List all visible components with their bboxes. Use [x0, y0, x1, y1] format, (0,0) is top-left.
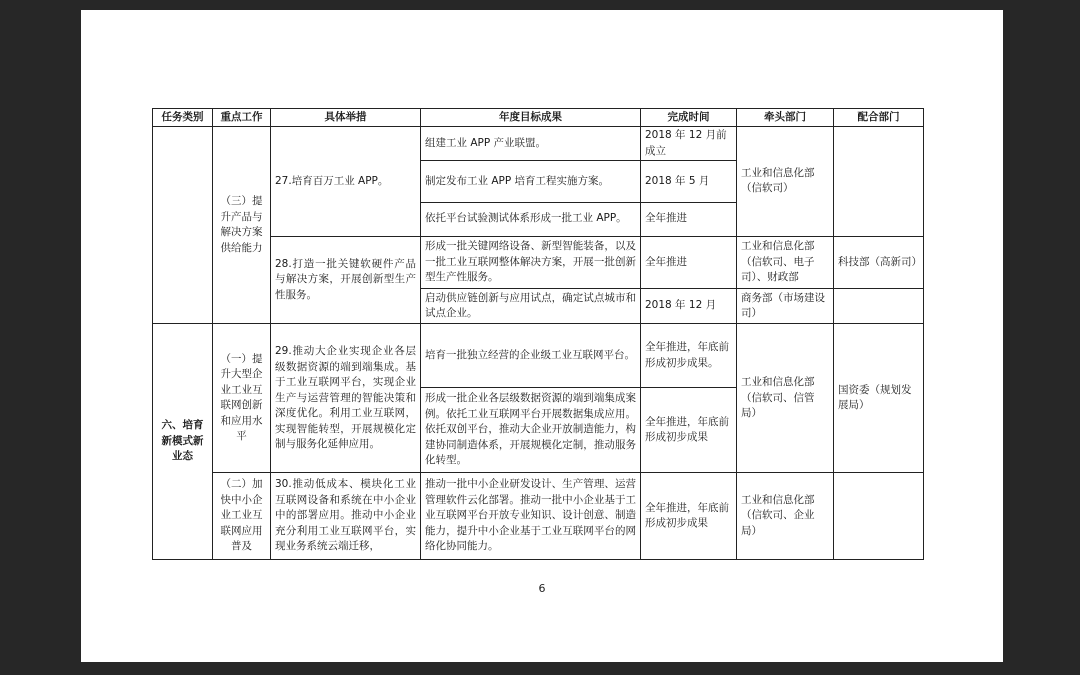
task-category-cell: 六、培育新模式新业态: [153, 324, 213, 560]
cooperating-department-cell: [834, 127, 924, 237]
time-cell: 全年推进，年底前形成初步成果: [641, 473, 737, 560]
lead-department-cell: 工业和信息化部（信软司、电子司）、财政部: [737, 236, 834, 288]
header-cooperating-department: 配合部门: [834, 109, 924, 127]
goal-cell: 形成一批关键网络设备、新型智能装备，以及一批工业互联网整体解决方案，开展一批创新型生产性服务。: [421, 236, 641, 288]
goal-cell: 培育一批独立经营的企业级工业互联网平台。: [421, 324, 641, 387]
lead-department-cell: 工业和信息化部（信软司、企业局）: [737, 473, 834, 560]
key-work-cell: （二）加快中小企业工业互联网应用普及: [213, 473, 271, 560]
task-category-cell: [153, 127, 213, 324]
time-cell: 2018 年 12 月: [641, 289, 737, 324]
task-table: [152, 108, 924, 560]
goal-cell: 组建工业 APP 产业联盟。: [421, 127, 641, 161]
table-header-row: [153, 109, 924, 127]
document-page: [81, 10, 1003, 662]
lead-department-cell: 商务部（市场建设司）: [737, 289, 834, 324]
cooperating-department-cell: [834, 289, 924, 324]
goal-cell: 依托平台试验测试体系形成一批工业 APP。: [421, 202, 641, 236]
cooperating-department-cell: 国资委（规划发展局）: [834, 324, 924, 473]
header-task-category: 任务类别: [153, 109, 213, 127]
header-key-work: 重点工作: [213, 109, 271, 127]
lead-department-cell: 工业和信息化部（信软司）: [737, 127, 834, 237]
header-measures: 具体举措: [271, 109, 421, 127]
header-annual-goals: 年度目标成果: [421, 109, 641, 127]
goal-cell: 制定发布工业 APP 培育工程实施方案。: [421, 161, 641, 202]
time-cell: 全年推进: [641, 202, 737, 236]
header-lead-department: 牵头部门: [737, 109, 834, 127]
key-work-cell: （三）提升产品与解决方案供给能力: [213, 127, 271, 324]
measure-cell: 30.推动低成本、模块化工业互联网设备和系统在中小企业中的部署应用。推动中小企业充分利用工业互联网平台，实现业务系统云端迁移，: [271, 473, 421, 560]
goal-cell: 推动一批中小企业研发设计、生产管理、运营管理软件云化部署。推动一批中小企业基于工业互联网平台开放专业知识、设计创意、制造能力，提升中小企业基于工业互联网平台的网络化协同能力。: [421, 473, 641, 560]
time-cell: 全年推进，年底前形成初步成果: [641, 387, 737, 473]
cooperating-department-cell: [834, 473, 924, 560]
lead-department-cell: 工业和信息化部（信软司、信管局）: [737, 324, 834, 473]
table-row: [153, 127, 924, 161]
time-cell: 全年推进，年底前形成初步成果。: [641, 324, 737, 387]
measure-cell: 27.培育百万工业 APP。: [271, 127, 421, 237]
cooperating-department-cell: 科技部（高新司）: [834, 236, 924, 288]
table-row: [153, 324, 924, 387]
measure-cell: 28.打造一批关键软硬件产品与解决方案，开展创新型生产性服务。: [271, 236, 421, 324]
measure-cell: 29.推动大企业实现企业各层级数据资源的端到端集成。基于工业互联网平台，实现企业生产与运营管理的智能决策和深度优化。利用工业互联网，实现智能转型，开展规模化定制与服务化延伸应用。: [271, 324, 421, 473]
key-work-cell: （一）提升大型企业工业互联网创新和应用水平: [213, 324, 271, 473]
page-number: 6: [538, 582, 546, 595]
table-row: [153, 473, 924, 560]
time-cell: 全年推进: [641, 236, 737, 288]
time-cell: 2018 年 5 月: [641, 161, 737, 202]
goal-cell: 形成一批企业各层级数据资源的端到端集成案例。依托工业互联网平台开展数据集成应用。依托双创平台，推动大企业开放制造能力，构建协同制造体系，开展规模化定制，推动服务化转型。: [421, 387, 641, 473]
header-completion-time: 完成时间: [641, 109, 737, 127]
time-cell: 2018 年 12 月前成立: [641, 127, 737, 161]
goal-cell: 启动供应链创新与应用试点，确定试点城市和试点企业。: [421, 289, 641, 324]
